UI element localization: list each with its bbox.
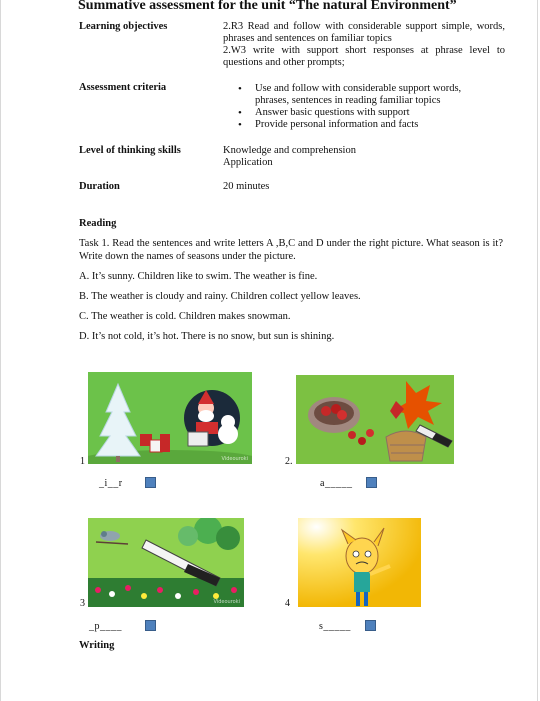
answer-blank-2[interactable]: a_____	[320, 478, 353, 489]
picture-number: 1	[80, 456, 85, 467]
thinking-line: Knowledge and comprehension	[223, 145, 356, 156]
criteria-item: • Use and follow with considerable support words, phrases, sentences in reading familiar topics	[223, 83, 493, 107]
duration-label: Duration	[79, 181, 120, 192]
sentence-b: B. The weather is cloudy and rainy. Children collect yellow leaves.	[79, 291, 361, 302]
answer-checkbox-4[interactable]	[365, 620, 376, 631]
spring-illustration	[88, 518, 244, 607]
sentence-a: A. It’s sunny. Children like to swim. The weather is fine.	[79, 271, 318, 282]
criteria-list	[223, 83, 493, 131]
criteria-label: Assessment criteria	[79, 82, 167, 93]
winter-illustration	[88, 372, 252, 464]
criteria-item: • Provide personal information and facts	[223, 119, 493, 131]
thinking-value	[223, 145, 505, 169]
picture-number: 2.	[285, 456, 293, 467]
answer-checkbox-3[interactable]	[145, 620, 156, 631]
sentence-d: D. It’s not cold, it’s hot. There is no snow, but sun is shining.	[79, 331, 335, 342]
summer-illustration	[298, 518, 421, 607]
task-instructions: Task 1. Read the sentences and write letters A ,B,C and D under the right picture. What season is it? Write down the names of seasons under the picture.	[79, 238, 503, 262]
answer-checkbox-2[interactable]	[366, 477, 377, 488]
duration-value: 20 minutes	[223, 181, 270, 192]
picture-number: 3	[80, 598, 85, 609]
objective-1: 2.R3 Read and follow with considerable support simple, words, phrases and sentences on familiar topics	[223, 21, 505, 44]
watermark: Videouroki	[221, 456, 248, 462]
criteria-item: • Answer basic questions with support	[223, 107, 493, 119]
autumn-illustration	[296, 375, 454, 464]
answer-checkbox-1[interactable]	[145, 477, 156, 488]
answer-blank-4[interactable]: s_____	[319, 621, 351, 632]
picture-number: 4	[285, 598, 290, 609]
thinking-label: Level of thinking skills	[79, 145, 181, 156]
watermark: Videouroki	[213, 599, 240, 605]
thinking-line: Application	[223, 157, 273, 168]
writing-heading: Writing	[79, 640, 115, 651]
page-title: Summative assessment for the unit “The natural Environment”	[78, 0, 457, 13]
reading-heading: Reading	[79, 218, 117, 229]
objective-2: 2.W3 write with support short responses at phrase level to questions and other prompts;	[223, 45, 505, 68]
picture-autumn	[296, 375, 454, 464]
sentence-c: C. The weather is cold. Children makes snowman.	[79, 311, 291, 322]
picture-winter	[88, 372, 252, 464]
objectives-value	[223, 21, 505, 69]
answer-blank-3[interactable]: _p____	[89, 621, 122, 632]
objectives-label: Learning objectives	[79, 21, 168, 32]
picture-spring	[88, 518, 244, 607]
picture-summer	[298, 518, 421, 607]
answer-blank-1[interactable]: _i__r	[99, 478, 123, 489]
